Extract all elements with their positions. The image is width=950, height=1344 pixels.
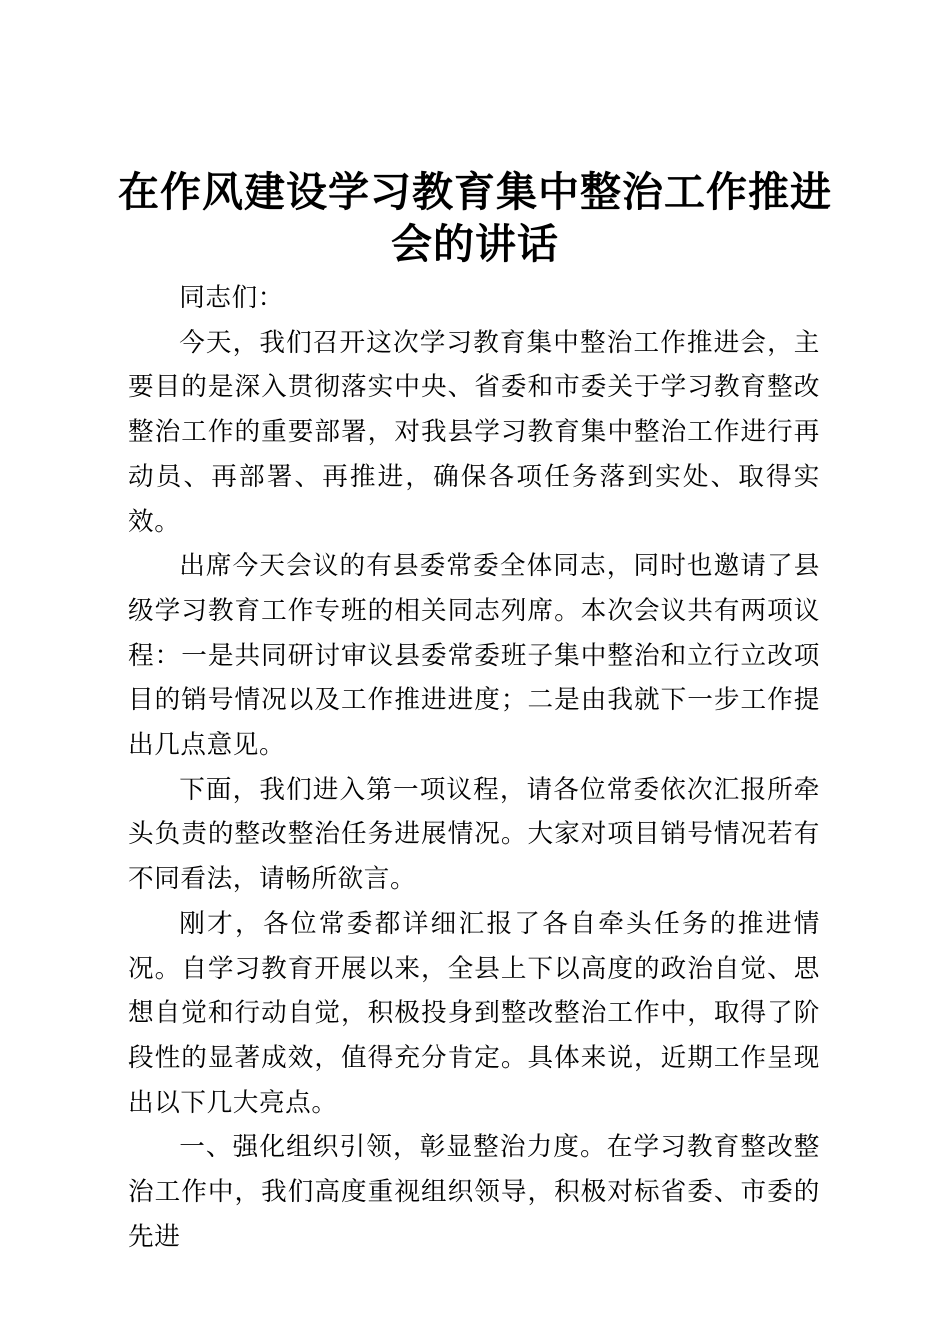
paragraph-achievements: 刚才，各位常委都详细汇报了各自牵头任务的推进情况。自学习教育开展以来，全县上下以高度的政治自觉、思想自觉和行动自觉，积极投身到整改整治工作中，取得了阶段性的显著成效，值得充分肯定。具体来说，近期工作呈现出以下几大亮点。 bbox=[128, 908, 820, 1118]
paragraph-first-agenda: 下面，我们进入第一项议程，请各位常委依次汇报所牵头负责的整改整治任务进展情况。大家对项目销号情况若有不同看法，请畅所欲言。 bbox=[128, 774, 820, 895]
paragraph-opening: 今天，我们召开这次学习教育集中整治工作推进会，主要目的是深入贯彻落实中央、省委和市委关于学习教育整改整治工作的重要部署，对我县学习教育集中整治工作进行再动员、再部署、再推进，确保各项任务落到实处、取得实效。 bbox=[128, 327, 820, 537]
paragraph-salutation: 同志们： bbox=[179, 283, 284, 313]
document-body bbox=[128, 276, 820, 1259]
paragraph-point-one: 一、强化组织引领，彰显整治力度。在学习教育整改整治工作中，我们高度重视组织领导，积极对标省委、市委的先进 bbox=[128, 1132, 820, 1252]
paragraph-attendees-agenda: 出席今天会议的有县委常委全体同志，同时也邀请了县级学习教育工作专班的相关同志列席。本次会议共有两项议程：一是共同研讨审议县委常委班子集中整治和立行立改项目的销号情况以及工作推进进度；二是由我就下一步工作提出几点意见。 bbox=[128, 551, 820, 761]
document-title: 在作风建设学习教育集中整治工作推进会的讲话 bbox=[118, 168, 832, 268]
